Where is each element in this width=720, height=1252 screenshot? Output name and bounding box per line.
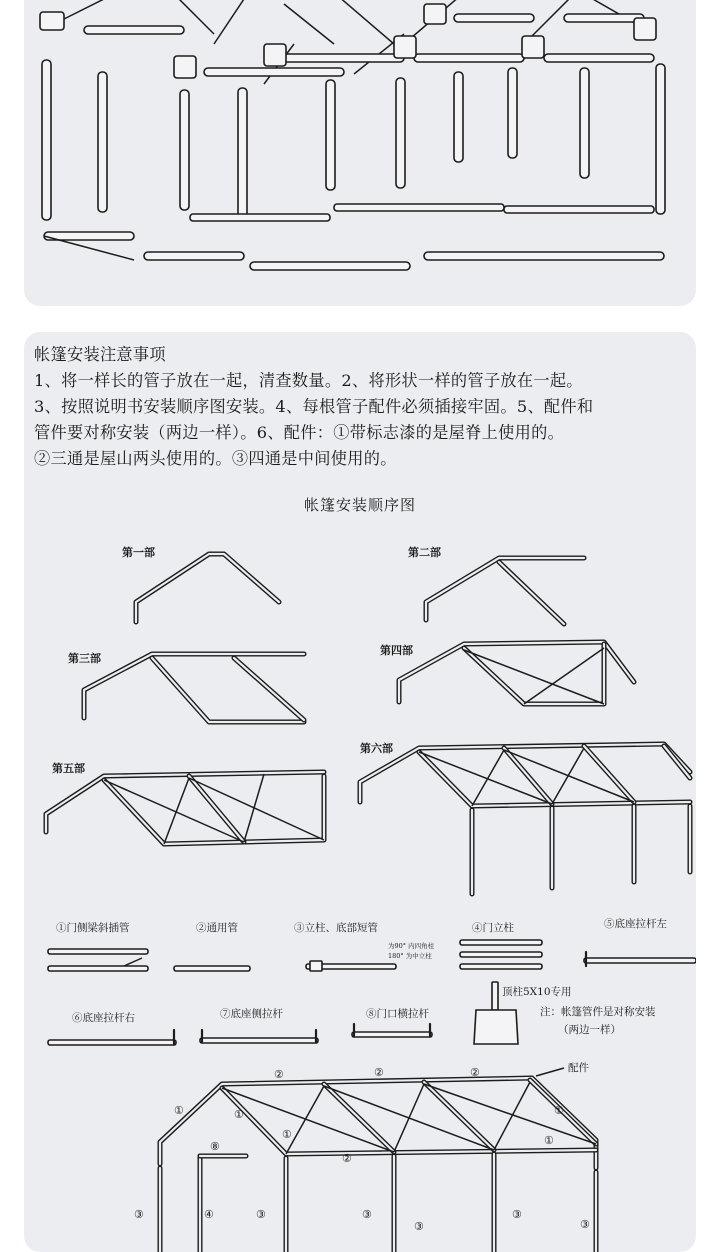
assembly-sequence-drawing <box>24 332 696 1252</box>
step-2-drawing <box>426 558 584 624</box>
parts-row-1-drawing <box>48 940 696 971</box>
complete-frame-drawing <box>160 1068 596 1252</box>
step-5-drawing <box>46 772 324 844</box>
part-1-caption: ①门侧梁斜插管 <box>56 922 130 934</box>
step-5-label: 第五部 <box>52 762 85 775</box>
callout-1: ① <box>234 1108 244 1121</box>
symmetry-note: 注：帐篷管件是对称安装 <box>540 1006 656 1018</box>
callout-3: ③ <box>580 1218 590 1231</box>
callout-8: ⑧ <box>210 1140 220 1153</box>
part-2-caption: ②通用管 <box>196 922 238 934</box>
part-8-caption: ⑧门口横拉杆 <box>366 1008 429 1020</box>
frame-overview-drawing <box>24 0 696 306</box>
callout-1: ① <box>554 1104 564 1117</box>
callout-2: ② <box>342 1152 352 1165</box>
callout-3: ③ <box>512 1208 522 1221</box>
part-5-caption: ⑤底座拉杆左 <box>604 918 667 930</box>
notes-line: 管件要对称安装（两边一样）。6、配件：①带标志漆的是屋脊上使用的。 <box>34 423 565 442</box>
symmetry-note-2: （两边一样） <box>558 1024 621 1036</box>
part-3-note-2: 180° 为中立柱 <box>388 952 432 960</box>
callout-1: ① <box>282 1128 292 1141</box>
callout-3: ③ <box>414 1220 424 1233</box>
step-1-drawing <box>136 554 279 622</box>
step-6-drawing <box>360 744 690 894</box>
step-4-label: 第四部 <box>380 644 413 657</box>
step-3-label: 第三部 <box>68 652 101 665</box>
notes-line: 3、按照说明书安装顺序图安装。4、每根管子配件必须插接牢固。5、配件和 <box>34 397 594 416</box>
diagram-title: 帐篷安装顺序图 <box>303 496 416 514</box>
step-4-drawing <box>399 642 634 704</box>
notes-line: 1、将一样长的管子放在一起，清查数量。2、将形状一样的管子放在一起。 <box>34 371 583 390</box>
fitting-label: 配件 <box>568 1062 589 1074</box>
callout-3: ③ <box>134 1208 144 1221</box>
callout-1: ① <box>544 1134 554 1147</box>
top-post-label: 顶柱5X10专用 <box>502 986 572 998</box>
callout-2: ② <box>374 1066 384 1079</box>
part-6-caption: ⑥底座拉杆右 <box>72 1012 135 1024</box>
callout-3: ③ <box>256 1208 266 1221</box>
notes-line: ②三通是屋山两头使用的。③四通是中间使用的。 <box>34 449 397 468</box>
part-3-note-1: 为90° 内四角柱 <box>388 942 435 950</box>
step-6-label: 第六部 <box>360 742 393 755</box>
instructions-card <box>24 332 696 1252</box>
step-2-label: 第二部 <box>408 546 441 559</box>
notes-title: 帐篷安装注意事项 <box>34 345 166 364</box>
callout-2: ② <box>274 1068 284 1081</box>
step-3-drawing <box>84 654 304 722</box>
frame-overview-card <box>24 0 696 306</box>
part-4-caption: ④门立柱 <box>472 922 514 934</box>
part-3-caption: ③立柱、底部短管 <box>294 922 378 934</box>
callout-4: ④ <box>204 1208 214 1221</box>
callout-2: ② <box>470 1066 480 1079</box>
callout-1: ① <box>174 1104 184 1117</box>
step-1-label: 第一部 <box>122 546 155 559</box>
part-7-caption: ⑦底座侧拉杆 <box>220 1008 283 1020</box>
callout-3: ③ <box>362 1208 372 1221</box>
